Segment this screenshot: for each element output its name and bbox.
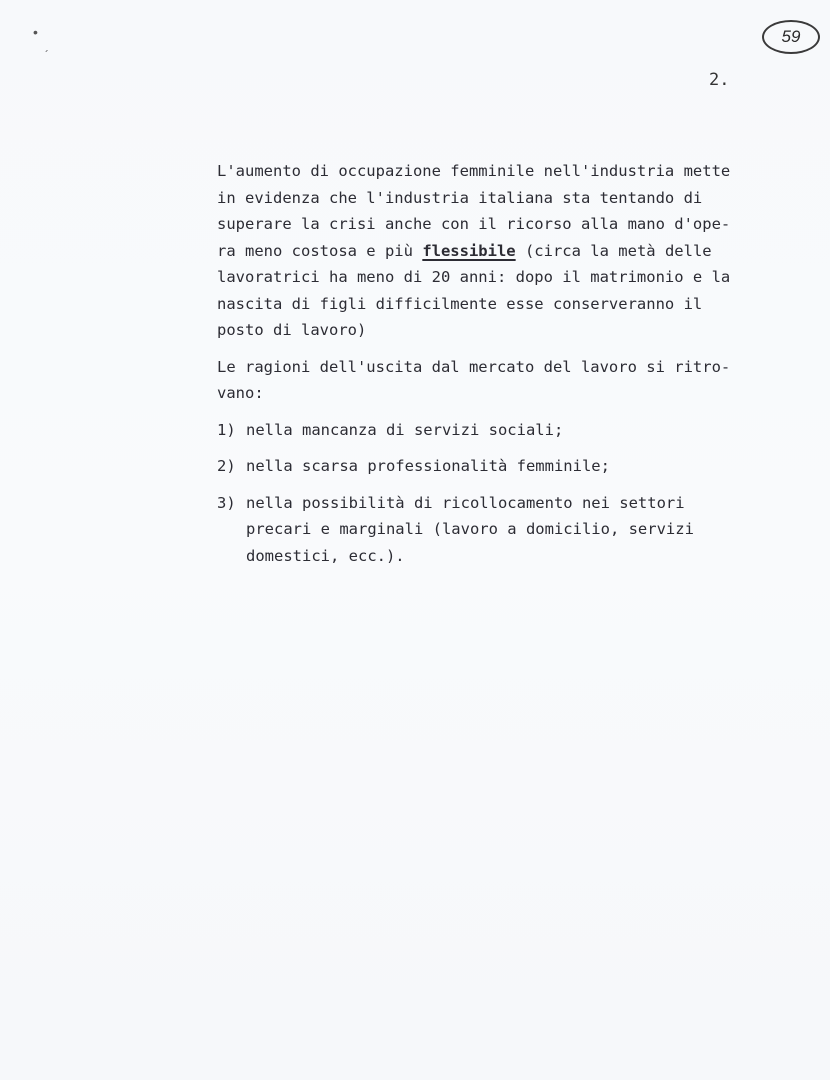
typed-body xyxy=(217,158,807,579)
numbered-list xyxy=(217,417,807,570)
stamp-number: 59 xyxy=(781,27,801,46)
margin-tick-mark: ´ xyxy=(45,48,49,62)
text-line xyxy=(217,238,807,265)
paragraph-2 xyxy=(217,354,807,407)
page-stamp xyxy=(762,20,820,54)
text-line: lavoratrici ha meno di 20 anni: dopo il matrimonio e la xyxy=(217,268,731,286)
list-item xyxy=(217,490,807,570)
text-line: precari e marginali (lavoro a domicilio, servizi xyxy=(246,520,694,538)
text-segment: ra meno costosa e più xyxy=(217,241,423,260)
text-line: in evidenza che l'industria italiana sta tentando di xyxy=(217,188,703,207)
text-line: superare la crisi anche con il ricorso alla mano d'ope- xyxy=(217,215,731,233)
text-line: domestici, ecc.). xyxy=(246,546,405,565)
text-line: nella possibilità di ricollocamento nei settori xyxy=(246,493,685,512)
list-item xyxy=(217,453,807,480)
list-number: 2) xyxy=(217,457,236,475)
text-line: nella scarsa professionalità femminile; xyxy=(246,457,610,475)
text-line: nascita di figli difficilmente esse conserveranno il xyxy=(217,294,703,313)
text-line: vano: xyxy=(217,384,264,402)
list-number: 3) xyxy=(217,493,236,512)
list-number: 1) xyxy=(217,420,236,439)
list-item xyxy=(217,417,807,444)
text-segment: (circa la metà delle xyxy=(515,241,712,260)
text-line: posto di lavoro) xyxy=(217,321,367,339)
text-line: L'aumento di occupazione femminile nell'industria mette xyxy=(217,162,731,180)
text-line: nella mancanza di servizi sociali; xyxy=(246,420,564,439)
underlined-word: flessibile xyxy=(422,241,516,260)
page-number: 2. xyxy=(709,70,730,90)
paragraph-1 xyxy=(217,158,807,344)
text-line: Le ragioni dell'uscita dal mercato del lavoro si ritro- xyxy=(217,357,731,376)
margin-dot-mark: • xyxy=(33,24,38,40)
